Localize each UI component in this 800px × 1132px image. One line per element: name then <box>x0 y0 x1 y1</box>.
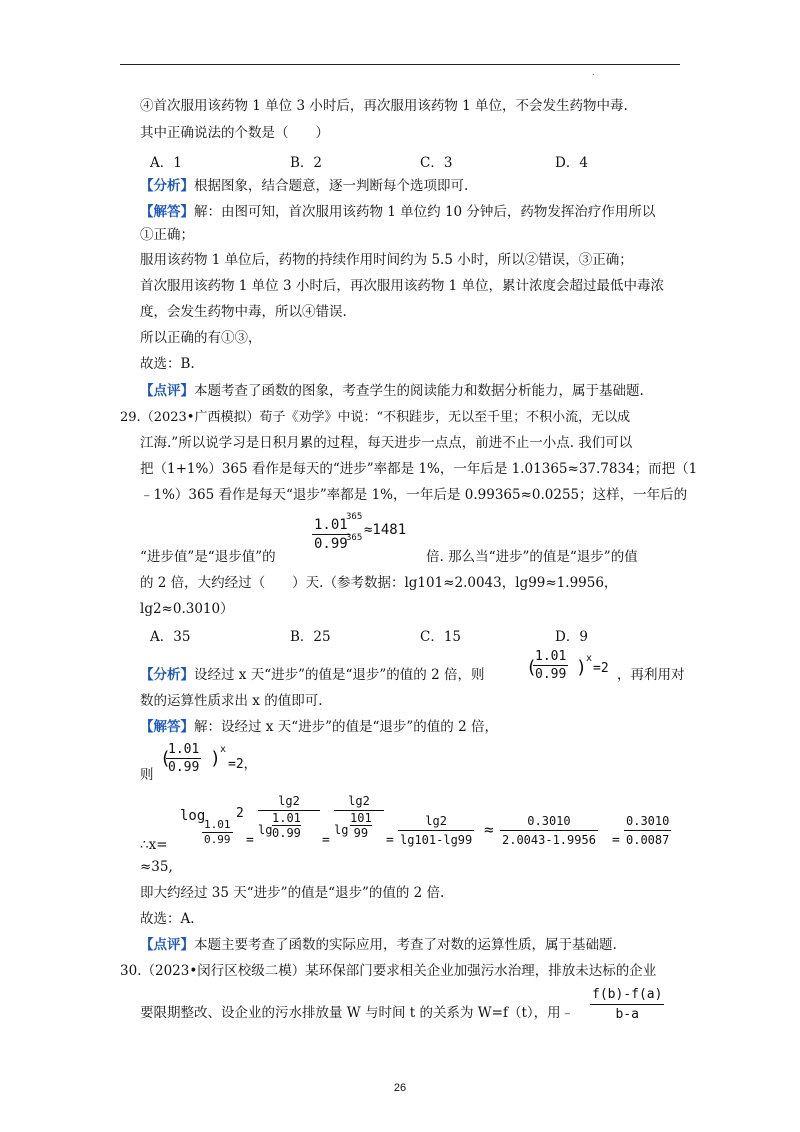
q30-line-2: 要限期整改、设企业的污水排放量 W 与时间 t 的关系为 W=f（t），用﹣ <box>140 1005 575 1021</box>
step1-inner <box>272 811 301 840</box>
step2-inner-den: 99 <box>353 826 369 840</box>
q28-option-b: B．2 <box>290 155 323 171</box>
q28-solution-4: 首次服用该药物 1 单位 3 小时后，再次服用该药物 1 单位，累计浓度会超过最低中毒浓 <box>140 278 665 294</box>
equals-2: = <box>322 833 330 848</box>
equals-4: = <box>612 833 620 848</box>
ratio-denominator: 0.99 <box>314 536 348 552</box>
equals-1: = <box>246 833 254 848</box>
q30-text-1: （2023•闵行区校级二模）某环保部门要求相关企业加强污水治理，排放未达标的企业 <box>141 963 657 979</box>
solution-eq: =2， <box>228 757 257 772</box>
analysis-frac-den: 0.99 <box>535 667 567 682</box>
step1-inner-num: 1.01 <box>272 811 301 825</box>
q29-option-a: A．35 <box>150 629 191 645</box>
q30-frac-den: b-a <box>615 1007 639 1022</box>
analysis-line-2: 数的运算性质求出 x 的值即可. <box>140 693 323 709</box>
analysis-tag-2: 【分析】 <box>140 667 194 683</box>
therefore-x: ∴x= <box>140 837 168 853</box>
approx-sign: ≈ <box>484 820 494 839</box>
ratio-exp-top: 365 <box>346 512 363 522</box>
log-base-num: 1.01 <box>204 818 231 831</box>
equals-3: = <box>386 833 394 848</box>
q29-analysis <box>140 666 484 684</box>
solution-tag: 【解答】 <box>140 204 194 220</box>
q28-solution-5: 度，会发生药物中毒，所以④错误. <box>140 304 347 320</box>
analysis-text: 根据图象，结合题意，逐一判断每个选项即可. <box>194 178 469 194</box>
q29-conclusion: 即大约经过 35 天“进步”的值是“退步”的值的 2 倍. <box>140 885 445 901</box>
q30-frac-num: f(b)-f(a) <box>590 985 664 1005</box>
comment-text-2: 本题主要考查了函数的实际应用，考查了对数的运算性质，属于基础题. <box>194 937 617 953</box>
comment-tag-2: 【点评】 <box>140 937 194 953</box>
comment-tag: 【点评】 <box>140 383 194 399</box>
paren-open-1: ( <box>526 657 537 678</box>
step2-inner-num: 101 <box>350 811 372 825</box>
q30-fraction <box>590 985 664 1024</box>
q28-option-a: A．1 <box>150 155 182 171</box>
log-base <box>202 818 233 847</box>
q29-solution-1 <box>140 718 498 736</box>
ratio-exp-bottom: 365 <box>346 533 363 543</box>
step1-inner-den: 0.99 <box>272 826 301 840</box>
q29-option-c: C．15 <box>420 629 462 645</box>
analysis-tail: ，再利用对 <box>617 667 685 683</box>
q29-text-1: （2023•广西模拟）荀子《劝学》中说：“不积跬步，无以至千里；不积小流，无以成 <box>140 410 631 425</box>
step1-num: lg2 <box>258 792 320 811</box>
step2-lg: lg <box>334 823 349 837</box>
q29-line-6: 的 2 倍，大约经过（ ）天.（参考数据：lg101≈2.0043，lg99≈1.9956， <box>140 575 618 591</box>
q28-solution-3: 服用该药物 1 单位后，药物的持续作用时间约为 5.5 小时，所以②错误，③正确； <box>140 252 633 268</box>
approx-35: ≈35, <box>140 859 173 875</box>
log-label: log <box>180 808 206 824</box>
step5-num: 0.3010 <box>624 812 671 831</box>
paren-close-2: ) <box>210 748 221 769</box>
q29-line-1 <box>120 409 630 427</box>
q30-number: 30. <box>120 963 142 979</box>
analysis-text-2: 设经过 x 天“进步”的值是“退步”的值的 2 倍，则 <box>194 667 485 683</box>
ratio-approx: ≈1481 <box>364 522 407 538</box>
q29-line-5b: 倍. 那么当“进步”的值是“退步”的值 <box>426 549 638 565</box>
q29-line-4: ﹣1%）365 看作是每天“退步”率都是 1%，一年后是 0.99365≈0.0255；这样，一年后的 <box>140 487 688 503</box>
q30-line-1 <box>120 962 656 980</box>
q28-question: 其中正确说法的个数是（ ） <box>140 125 329 141</box>
q28-analysis <box>140 177 468 195</box>
step5-den: 0.0087 <box>626 833 670 847</box>
log-arg: 2 <box>236 806 244 821</box>
header-mark: . <box>592 68 595 77</box>
paren-open-2: ( <box>160 748 171 769</box>
q28-answer: 故选：B. <box>140 356 195 372</box>
q29-comment <box>140 936 617 954</box>
q28-statement-4: ④首次服用该药物 1 单位 3 小时后，再次服用该药物 1 单位，不会发生药物中毒. <box>140 98 628 114</box>
log-base-den: 0.99 <box>204 833 231 846</box>
q29-line-3: 把（1+1%）365 看作是每天的“进步”率都是 1%，一年后是 1.01365≈37.7834；而把（1 <box>140 461 698 477</box>
q29-answer: 故选：A. <box>140 911 195 927</box>
ze-label: 则 <box>140 767 154 783</box>
solution-tag-2: 【解答】 <box>140 719 194 735</box>
q28-comment <box>140 382 644 400</box>
q29-option-d: D．9 <box>555 629 588 645</box>
step2-num: lg2 <box>334 792 384 811</box>
q29-option-b: B．25 <box>290 629 331 645</box>
paren-close-1: ) <box>576 657 587 678</box>
solution-fraction <box>166 741 201 776</box>
step2-den <box>334 811 384 841</box>
analysis-eq: =2 <box>593 661 609 676</box>
step1-den <box>258 811 320 841</box>
analysis-tag: 【分析】 <box>140 178 194 194</box>
step4-den: 2.0043-1.9956 <box>502 833 596 847</box>
q29-line-5a: “进步值”是“退步值”的 <box>140 549 276 565</box>
q29-line-2: 江海.”所以说学习是日积月累的过程，每天进步一点点，前进不止一小点. 我们可以 <box>140 435 633 451</box>
solution-frac-den: 0.99 <box>168 760 200 775</box>
solution-text: 解：由图可知，首次服用该药物 1 单位约 10 分钟后，药物发挥治疗作用所以 <box>194 204 656 220</box>
exp-x-1: x <box>586 653 593 664</box>
q29-ratio-fraction <box>312 516 350 553</box>
q28-solution-2: ①正确； <box>140 227 194 243</box>
q29-line-7: lg2≈0.3010） <box>140 601 234 617</box>
step1-lg: lg <box>258 823 273 837</box>
step4-num: 0.3010 <box>500 812 598 831</box>
solution-frac-num: 1.01 <box>168 742 200 757</box>
step-fraction-5 <box>624 812 671 849</box>
q28-option-d: D．4 <box>555 155 588 171</box>
step-fraction-3 <box>398 812 474 849</box>
solution-text-2: 解：设经过 x 天“进步”的值是“退步”的值的 2 倍， <box>194 719 498 735</box>
step2-inner <box>350 811 372 840</box>
step-fraction-1 <box>258 792 320 841</box>
comment-text: 本题考查了函数的图象，考查学生的阅读能力和数据分析能力，属于基础题. <box>194 383 644 399</box>
q28-solution-1 <box>140 203 655 221</box>
page-number: 26 <box>393 1082 407 1094</box>
q28-solution-6: 所以正确的有①③， <box>140 330 262 346</box>
step-fraction-4 <box>500 812 598 849</box>
analysis-fraction <box>533 648 568 683</box>
exp-x-2: x <box>220 744 227 755</box>
analysis-frac-num: 1.01 <box>535 649 567 664</box>
header-rule <box>120 64 680 65</box>
step3-num: lg2 <box>398 812 474 831</box>
step-fraction-2 <box>334 792 384 841</box>
ratio-numerator: 1.01 <box>314 517 348 533</box>
q28-option-c: C．3 <box>420 155 453 171</box>
step3-den: lg101-lg99 <box>400 833 473 847</box>
q29-number: 29. <box>120 410 141 425</box>
